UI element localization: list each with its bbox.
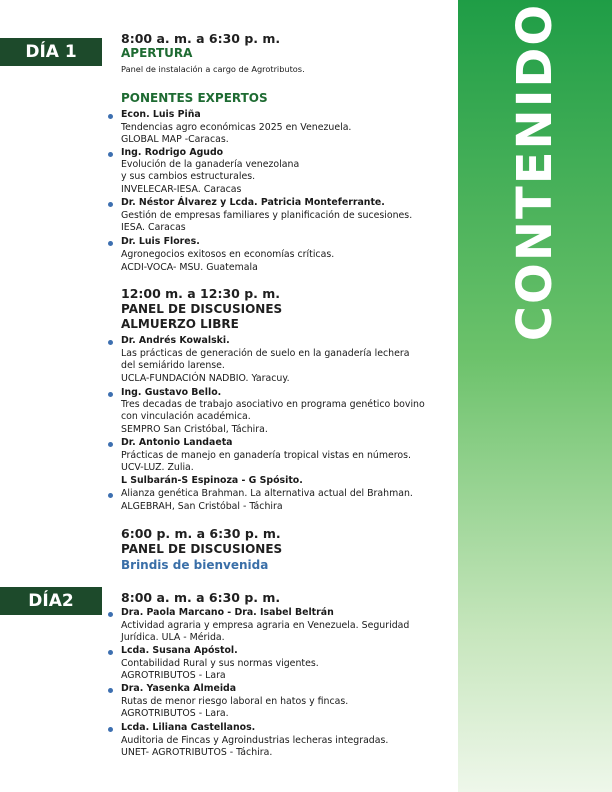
speaker-name: Lcda. Susana Apóstol.: [121, 645, 238, 656]
speaker-topic: con vinculación académica.: [121, 411, 251, 422]
experts-heading: PONENTES EXPERTOS: [121, 91, 268, 105]
speaker-topic: Auditoria de Fincas y Agroindustrias lecheras integradas.: [121, 735, 389, 746]
speaker-topic: Tres decadas de trabajo asociativo en programa genético bovino: [121, 399, 425, 410]
speaker-affiliation: ALGEBRAH, San Cristóbal - Táchira: [121, 501, 283, 512]
speaker-name: Dr. Néstor Álvarez y Lcda. Patricia Monteferrante.: [121, 197, 385, 208]
speaker-topic: Agronegocios exitosos en economías críticas.: [121, 249, 335, 260]
speaker-topic: Alianza genética Brahman. La alternativa actual del Brahman.: [121, 488, 413, 499]
speaker-name: Lcda. Liliana Castellanos.: [121, 722, 256, 733]
speaker-topic: Las prácticas de generación de suelo en la ganadería lechera: [121, 348, 410, 359]
bullet-icon: [108, 688, 113, 693]
speaker-topic: Gestión de empresas familiares y planificación de sucesiones.: [121, 210, 413, 221]
day1-opening-time: 8:00 a. m. a 6:30 p. m.: [121, 31, 281, 46]
bullet-icon: [108, 442, 113, 447]
evening-time: 6:00 p. m. a 6:30 p. m.: [121, 526, 281, 541]
midday-title: PANEL DE DISCUSIONES: [121, 302, 283, 316]
bullet-icon: [108, 612, 113, 617]
speaker-affiliation: GLOBAL MAP -Caracas.: [121, 134, 229, 145]
sidebar-title: CONTENIDO: [507, 2, 563, 342]
speaker-name: Dr. Andrés Kowalski.: [121, 335, 230, 346]
speaker-name: Dr. Luis Flores.: [121, 236, 200, 247]
bullet-icon: [108, 392, 113, 397]
speaker-topic: y sus cambios estructurales.: [121, 171, 256, 182]
speaker-affiliation: ACDI-VOCA- MSU. Guatemala: [121, 262, 258, 273]
speaker-name: Dr. Antonio Landaeta: [121, 437, 233, 448]
speaker-topic: Rutas de menor riesgo laboral en hatos y fincas.: [121, 696, 349, 707]
speaker-affiliation: AGROTRIBUTOS - Lara.: [121, 708, 229, 719]
speaker-topic: Actividad agraria y empresa agraria en Venezuela. Seguridad: [121, 620, 410, 631]
midday-subtitle: ALMUERZO LIBRE: [121, 317, 239, 331]
speaker-affiliation: SEMPRO San Cristóbal, Táchira.: [121, 424, 268, 435]
speaker-name: L Sulbarán-S Espinoza - G Spósito.: [121, 475, 303, 486]
day2-time: 8:00 a. m. a 6:30 p. m.: [121, 590, 281, 605]
bullet-icon: [108, 202, 113, 207]
bullet-icon: [108, 340, 113, 345]
speaker-affiliation: UCV-LUZ. Zulia.: [121, 462, 194, 473]
bullet-icon: [108, 727, 113, 732]
speaker-name: Dra. Yasenka Almeida: [121, 683, 237, 694]
speaker-name: Ing. Gustavo Bello.: [121, 387, 222, 398]
bullet-icon: [108, 650, 113, 655]
day1-opening-title: APERTURA: [121, 46, 193, 60]
evening-title: PANEL DE DISCUSIONES: [121, 542, 283, 556]
bullet-icon: [108, 241, 113, 246]
speaker-affiliation: Jurídica. ULA - Mérida.: [121, 632, 225, 643]
bullet-icon: [108, 493, 113, 498]
speaker-topic: Prácticas de manejo en ganadería tropical vistas en números.: [121, 450, 412, 461]
speaker-topic: Tendencias agro económicas 2025 en Venezuela.: [121, 122, 352, 133]
speaker-affiliation: IESA. Caracas: [121, 222, 186, 233]
speaker-name: Dra. Paola Marcano - Dra. Isabel Beltrán: [121, 607, 334, 618]
day1-tab: DÍA 1: [0, 38, 102, 66]
speaker-name: Ing. Rodrigo Agudo: [121, 147, 224, 158]
speaker-topic: del semiárido larense.: [121, 360, 225, 371]
speaker-affiliation: INVELECAR-IESA. Caracas: [121, 184, 242, 195]
speaker-topic: Contabilidad Rural y sus normas vigentes.: [121, 658, 319, 669]
evening-subtitle: Brindis de bienvenida: [121, 558, 269, 572]
midday-time: 12:00 m. a 12:30 p. m.: [121, 286, 281, 301]
speaker-topic: Evolución de la ganadería venezolana: [121, 159, 300, 170]
bullet-icon: [108, 152, 113, 157]
speaker-affiliation: UNET- AGROTRIBUTOS - Táchira.: [121, 747, 273, 758]
day1-opening-note: Panel de instalación a cargo de Agrotributos.: [121, 64, 305, 74]
speaker-name: Econ. Luis Piña: [121, 109, 201, 120]
speaker-affiliation: UCLA-FUNDACIÓN NADBIO. Yaracuy.: [121, 373, 290, 384]
day2-tab: DÍA2: [0, 587, 102, 615]
speaker-affiliation: AGROTRIBUTOS - Lara: [121, 670, 226, 681]
bullet-icon: [108, 114, 113, 119]
